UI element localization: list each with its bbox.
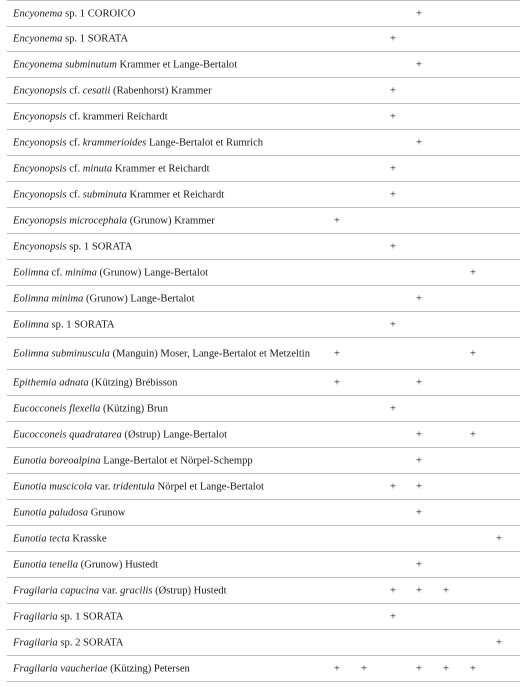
presence-mark: + (495, 532, 503, 544)
taxon-name-part: cf. (66, 189, 83, 200)
taxon-name-italic-part: subminuta (82, 189, 127, 200)
taxon-name-italic-part: Eunotia boreoalpina (13, 455, 101, 466)
taxon-name-italic-part: minuta (82, 163, 113, 174)
taxon-name (13, 662, 327, 675)
presence-mark: + (415, 428, 423, 440)
taxon-name-part: Krammer et Lange-Bertalot (116, 59, 238, 70)
taxon-name (13, 347, 327, 360)
presence-mark: + (469, 347, 477, 359)
taxon-name-italic-part: Fragilaria vaucheriae (13, 663, 108, 674)
taxon-name-italic-part: Eunotia paludosa (13, 507, 89, 518)
taxon-name-part: var. (99, 585, 121, 596)
taxon-name-part: (Grunow) Lange-Bertalot (96, 267, 209, 278)
presence-mark: + (389, 480, 397, 492)
taxon-name-part: sp. 2 SORATA (57, 637, 124, 648)
presence-mark: + (360, 662, 368, 674)
taxon-name (13, 162, 327, 175)
presence-mark: + (415, 58, 423, 70)
taxon-name-part: cf. (66, 163, 83, 174)
taxon-name (13, 610, 327, 623)
taxon-name-part: (Kützing) Brébisson (88, 377, 178, 388)
presence-mark: + (415, 136, 423, 148)
taxon-name-part: cf. (66, 85, 83, 96)
taxon-name (13, 214, 327, 227)
table-row (7, 656, 520, 682)
table-row (7, 604, 520, 630)
presence-mark: + (442, 584, 450, 596)
presence-mark: + (389, 402, 397, 414)
taxon-name-italic-part: krammerioides (82, 137, 147, 148)
taxon-name (13, 402, 327, 415)
table-row (7, 448, 520, 474)
taxon-name-italic-part: Eunotia muscicola (13, 481, 93, 492)
taxon-name-italic-part: cesatii (82, 85, 111, 96)
taxon-name-part: sp. 1 SORATA (48, 319, 115, 330)
presence-mark: + (415, 506, 423, 518)
table-row (7, 552, 520, 578)
table-row (7, 370, 520, 396)
table-row (7, 474, 520, 500)
taxon-name-italic-part: Encyonema (13, 8, 63, 19)
table-row (7, 26, 520, 52)
presence-mark: + (389, 240, 397, 252)
taxon-name-part: (Kützing) Brun (100, 403, 169, 414)
taxon-name-part: sp. 1 SORATA (57, 611, 124, 622)
presence-mark: + (389, 188, 397, 200)
taxon-name-italic-part: Eolimna (13, 319, 49, 330)
taxon-name (13, 318, 327, 331)
taxon-name-italic-part: minima (65, 267, 97, 278)
table-row (7, 234, 520, 260)
taxon-name-italic-part: gracilis (120, 585, 153, 596)
table-row (7, 208, 520, 234)
presence-mark: + (389, 318, 397, 330)
presence-mark: + (469, 662, 477, 674)
presence-mark: + (469, 266, 477, 278)
table-row (7, 630, 520, 656)
presence-mark: + (442, 662, 450, 674)
table-row (7, 260, 520, 286)
taxon-name (13, 32, 327, 45)
taxon-name-part: Krasske (69, 533, 107, 544)
taxon-name-italic-part: Fragilaria capucina (13, 585, 100, 596)
taxon-name-italic-part: Encyonema (13, 33, 63, 44)
table-row (7, 52, 520, 78)
taxon-name-part: (Rabenhorst) Krammer (110, 85, 212, 96)
taxon-name-part: Lange-Bertalot et Rumrich (146, 137, 264, 148)
taxon-name-italic-part: Encyonopsis (13, 137, 67, 148)
table-row (7, 78, 520, 104)
taxon-name-italic-part: Eolimna subminuscula (13, 348, 110, 359)
taxon-name-italic-part: Eucocconeis quadratarea (13, 429, 122, 440)
taxon-name-part: Grunow (88, 507, 126, 518)
taxon-name-part: (Manguin) Moser, Lange-Bertalot et Metzeltin (109, 348, 311, 359)
species-table (7, 0, 520, 682)
table-row (7, 182, 520, 208)
presence-mark: + (333, 214, 341, 226)
taxon-name (13, 636, 327, 649)
taxon-name (13, 240, 327, 253)
presence-mark: + (389, 610, 397, 622)
taxon-name-italic-part: Epithemia adnata (13, 377, 89, 388)
taxon-name-italic-part: Encyonopsis microcephala (13, 215, 128, 226)
taxon-name (13, 7, 327, 20)
presence-mark: + (389, 584, 397, 596)
taxon-name (13, 558, 327, 571)
taxon-name-italic-part: Encyonopsis (13, 163, 67, 174)
presence-mark: + (415, 584, 423, 596)
taxon-name-part: Nörpel et Lange-Bertalot (154, 481, 264, 492)
taxon-name (13, 480, 327, 493)
taxon-name (13, 532, 327, 545)
presence-mark: + (415, 454, 423, 466)
taxon-name-part: cf. (66, 137, 83, 148)
presence-mark: + (389, 162, 397, 174)
table-row (7, 422, 520, 448)
table-row (7, 0, 520, 27)
taxon-name-part: (Grunow) Lange-Bertalot (83, 293, 195, 304)
taxon-name-part: cf. (48, 267, 66, 278)
table-row (7, 286, 520, 312)
table-row (7, 500, 520, 526)
taxon-name (13, 506, 327, 519)
taxon-name (13, 188, 327, 201)
taxon-name (13, 84, 327, 97)
taxon-name-italic-part: Encyonopsis (13, 241, 67, 252)
presence-mark: + (415, 558, 423, 570)
taxon-name-italic-part: Encyonopsis (13, 111, 67, 122)
presence-mark: + (469, 428, 477, 440)
table-row (7, 130, 520, 156)
taxon-name-italic-part: Encyonopsis (13, 85, 67, 96)
taxon-name-part: Krammer et Reichardt (126, 189, 225, 200)
taxon-name-part: Lange-Bertalot et Nörpel-Schempp (100, 455, 253, 466)
presence-mark: + (333, 347, 341, 359)
taxon-name-italic-part: Fragilaria (13, 637, 58, 648)
taxon-name-italic-part: Eolimna (13, 267, 49, 278)
taxon-name-part: cf. krammeri Reichardt (66, 111, 168, 122)
presence-mark: + (333, 376, 341, 388)
taxon-name (13, 292, 327, 305)
taxon-name-italic-part: tridentula (113, 481, 155, 492)
taxon-name (13, 584, 327, 597)
presence-mark: + (389, 110, 397, 122)
taxon-name-part: Krammer et Reichardt (112, 163, 210, 174)
presence-mark: + (415, 7, 423, 19)
taxon-name-italic-part: Encyonema subminutum (13, 59, 117, 70)
table-row (7, 338, 520, 370)
taxon-name-part: (Grunow) Hustedt (78, 559, 159, 570)
table-row (7, 578, 520, 604)
taxon-name-part: sp. 1 COROICO (62, 8, 136, 19)
presence-mark: + (415, 376, 423, 388)
presence-mark: + (495, 636, 503, 648)
taxon-name-italic-part: Fragilaria (13, 611, 58, 622)
table-row (7, 156, 520, 182)
presence-mark: + (415, 480, 423, 492)
taxon-name-italic-part: Eolimna minima (13, 293, 84, 304)
taxon-name-italic-part: Eucocconeis flexella (13, 403, 101, 414)
taxon-name-part: (Østrup) Lange-Bertalot (121, 429, 228, 440)
taxon-name (13, 428, 327, 441)
taxon-name-part: var. (92, 481, 114, 492)
taxon-name-italic-part: Eunotia tenella (13, 559, 79, 570)
taxon-name-italic-part: Eunotia tecta (13, 533, 70, 544)
taxon-name (13, 110, 327, 123)
taxon-name (13, 266, 327, 279)
taxon-name (13, 454, 327, 467)
table-row (7, 396, 520, 422)
presence-mark: + (415, 292, 423, 304)
taxon-name-part: sp. 1 SORATA (66, 241, 133, 252)
taxon-name (13, 58, 327, 71)
table-row (7, 526, 520, 552)
taxon-name-italic-part: Encyonopsis (13, 189, 67, 200)
presence-mark: + (389, 84, 397, 96)
presence-mark: + (389, 32, 397, 44)
taxon-name-part: (Kützing) Petersen (107, 663, 190, 674)
taxon-name-part: (Grunow) Krammer (127, 215, 215, 226)
presence-mark: + (415, 662, 423, 674)
taxon-name-part: sp. 1 SORATA (62, 33, 129, 44)
taxon-name-part: (Østrup) Hustedt (152, 585, 227, 596)
taxon-name (13, 376, 327, 389)
table-row (7, 312, 520, 338)
taxon-name (13, 136, 327, 149)
table-row (7, 104, 520, 130)
presence-mark: + (333, 662, 341, 674)
